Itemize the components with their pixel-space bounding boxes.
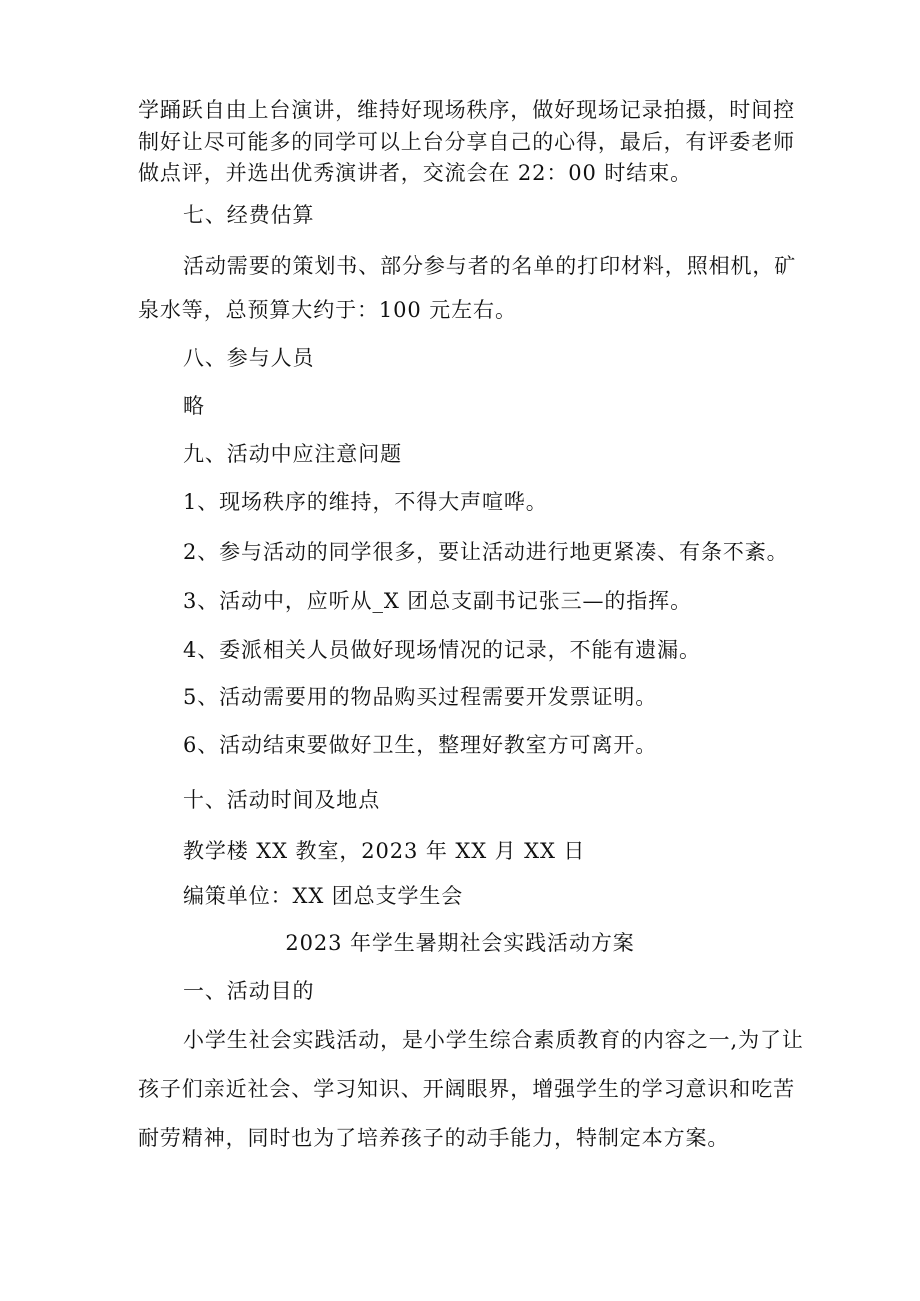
paragraph-line: 教学楼 XX 教室，2023 年 XX 月 XX 日: [183, 839, 586, 863]
paragraph-line: 学踊跃自由上台演讲，维持好现场秩序，做好现场记录拍摄，时间控: [138, 98, 795, 122]
paragraph-line: 制好让尽可能多的同学可以上台分享自己的心得，最后，有评委老师: [138, 130, 795, 154]
paragraph-line: 耐劳精神，同时也为了培养孩子的动手能力，特制定本方案。: [138, 1126, 730, 1150]
list-item: 4、委派相关人员做好现场情况的记录，不能有遗漏。: [183, 638, 701, 662]
section-heading-8: 八、参与人员: [183, 346, 315, 370]
list-item: 1、现场秩序的维持，不得大声喧哗。: [183, 490, 548, 514]
section-heading-1: 一、活动目的: [183, 979, 315, 1003]
paragraph-line: 孩子们亲近社会、学习知识、开阔眼界，增强学生的学习意识和吃苦: [138, 1077, 795, 1101]
document-title: 2023 年学生暑期社会实践活动方案: [285, 931, 635, 955]
paragraph-line: 编策单位：XX 团总支学生会: [183, 884, 464, 908]
list-item: 5、活动需要用的物品购买过程需要开发票证明。: [183, 685, 658, 709]
paragraph-line: 泉水等，总预算大约于：100 元左右。: [138, 298, 517, 322]
section-heading-10: 十、活动时间及地点: [183, 788, 381, 812]
list-item: 3、活动中，应听从_X 团总支副书记张三—的指挥。: [183, 589, 692, 613]
section-heading-9: 九、活动中应注意问题: [183, 442, 402, 466]
section-heading-7: 七、经费估算: [183, 203, 315, 227]
paragraph-line: 做点评，并选出优秀演讲者，交流会在 22：00 时结束。: [138, 161, 692, 185]
list-item: 6、活动结束要做好卫生，整理好教室方可离开。: [183, 733, 658, 757]
list-item: 2、参与活动的同学很多，要让活动进行地更紧凑、有条不紊。: [183, 540, 789, 564]
paragraph-line: 活动需要的策划书、部分参与者的名单的打印材料，照相机，矿: [183, 254, 797, 278]
paragraph-line: 小学生社会实践活动，是小学生综合素质教育的内容之一,为了让: [183, 1028, 804, 1052]
paragraph-line: 略: [183, 394, 205, 418]
